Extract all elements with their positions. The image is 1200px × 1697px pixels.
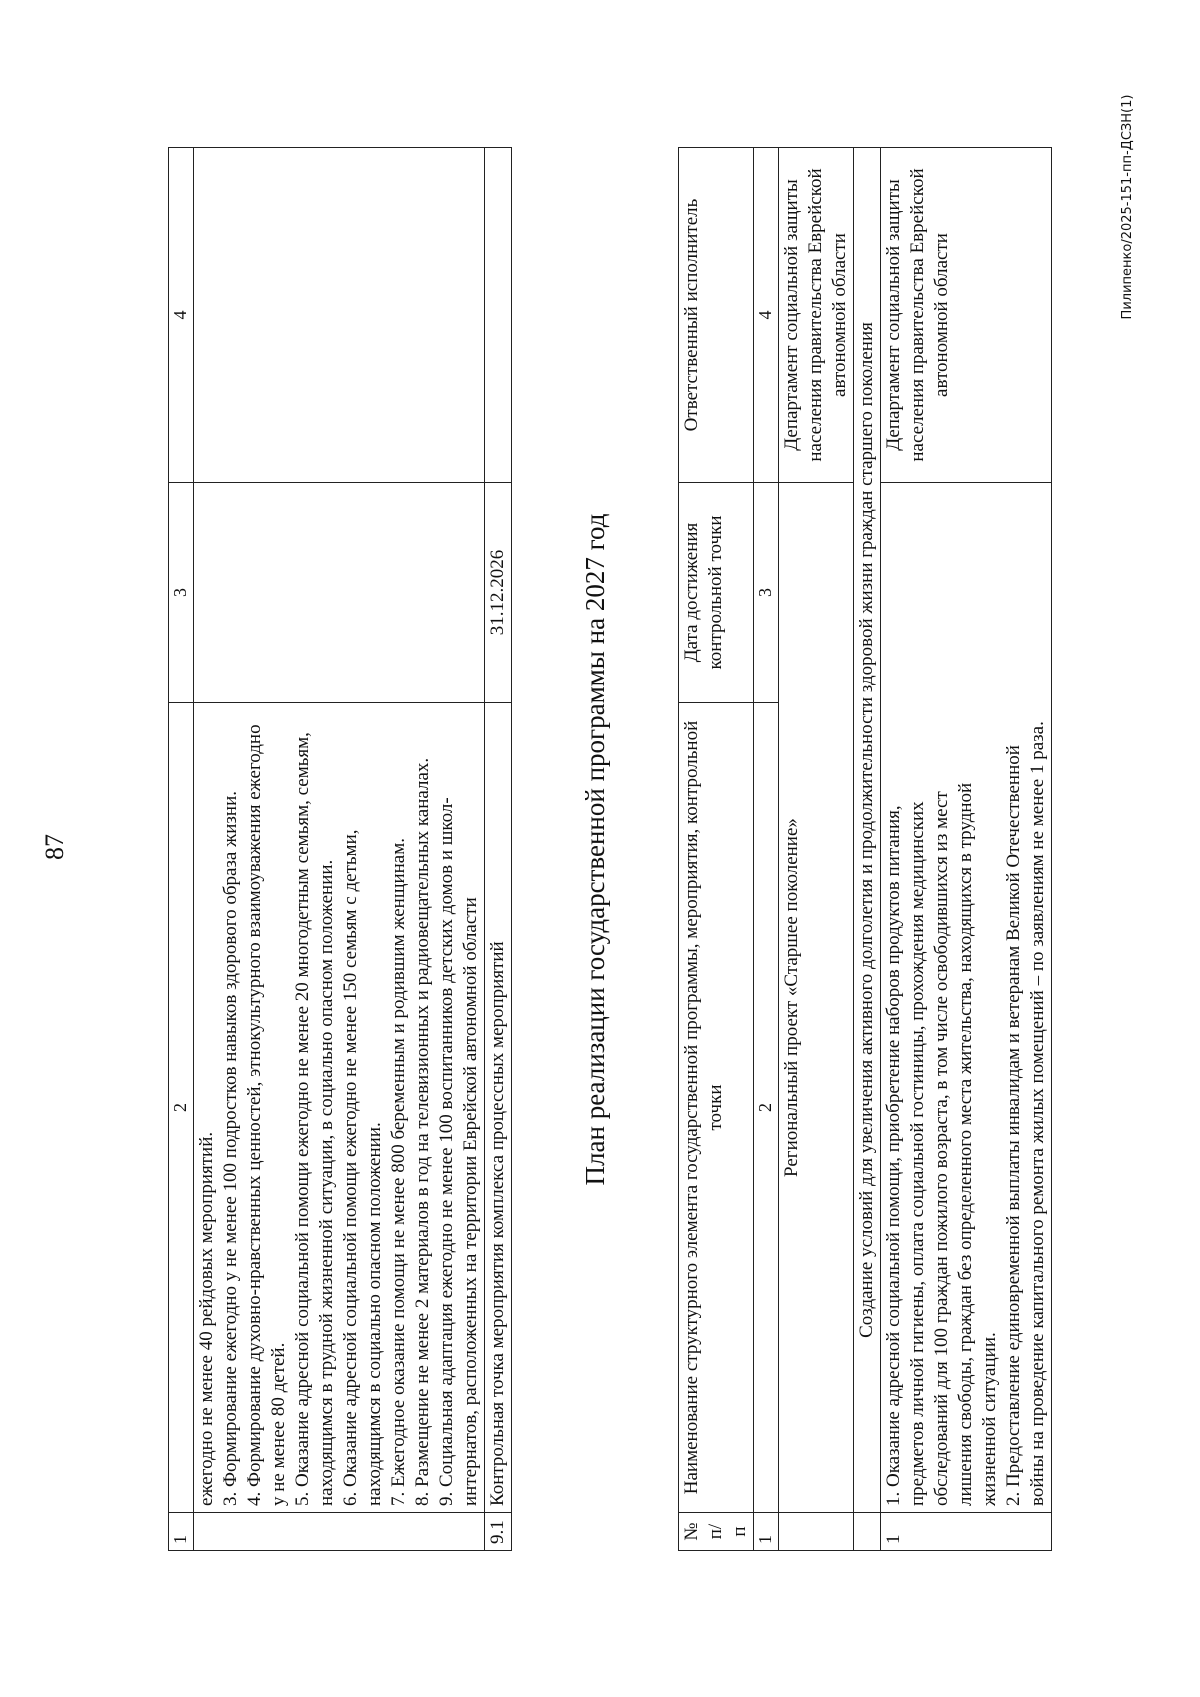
row-executor: Департамент социальной защиты населения правительства Еврейской автономной области: [881, 148, 1052, 483]
list-line: 9. Социальная адаптация ежегодно не менее 100 воспитанников детских домов и школ-: [436, 797, 457, 1506]
header-name: Наименование структурного элемента государственной программы, мероприятия, контрольной точки: [679, 703, 754, 1513]
project-name: Региональный проект «Старшее поколение»: [779, 483, 854, 1513]
column-number: 2: [169, 703, 194, 1513]
column-number: 1: [754, 1513, 779, 1551]
row-date: [194, 483, 485, 703]
header-num: № п/п: [679, 1513, 754, 1551]
list-line: 7. Ежегодное оказание помощи не менее 800 беременным и родившим женщинам.: [388, 837, 409, 1506]
column-number: 2: [754, 703, 779, 1513]
list-line: предметов личной гигиены, оплата социальной гостиницы, прохождения медицинских: [907, 801, 928, 1506]
row-executor: [485, 148, 512, 483]
row-number: 9.1: [485, 1513, 512, 1551]
row-content: [194, 703, 485, 1513]
list-line: 6. Оказание адресной социальной помощи ежегодно не менее 150 семьям с детьми,: [340, 829, 361, 1506]
list-line: жизненной ситуации.: [979, 1332, 1000, 1506]
table-row: [881, 148, 1052, 1551]
row-date: 31.12.2026: [485, 483, 512, 703]
list-line: ежегодно не менее 40 рейдовых мероприятий.: [196, 1131, 217, 1506]
list-line: интернатов, расположенных на территории Еврейской автономной области: [460, 897, 481, 1506]
table-plan-2027: [678, 147, 1052, 1551]
task-text: Создание условий для увеличения активного долголетия и продолжительности здоровой жизни граждан старшего поколения: [854, 148, 881, 1513]
list-line: находящимся в социально опасном положении.: [364, 1122, 385, 1506]
row-content: [881, 483, 1052, 1513]
table-continuation: [168, 147, 512, 1551]
page-number: 87: [40, 834, 69, 860]
list-line: 5. Оказание адресной социальной помощи ежегодно не менее 20 многодетным семьям, семьям,: [292, 732, 313, 1506]
column-number: 3: [169, 483, 194, 703]
list-line: находящимся в трудной жизненной ситуации, в социально опасном положении.: [316, 859, 337, 1506]
row-name: Контрольная точка мероприятия комплекса процессных мероприятий: [485, 703, 512, 1513]
document-footer: Пилипенко/2025-151-пп-ДСЗН(1): [1120, 94, 1135, 320]
row-number: 1: [881, 1513, 1052, 1551]
list-line: 1. Оказание адресной социальной помощи, приобретение наборов продуктов питания,: [883, 805, 904, 1506]
list-line: лишения свободы, граждан без определенного места жительства, находящихся в трудной: [955, 782, 976, 1506]
table-column-numbers: [169, 148, 194, 1551]
column-number: 4: [169, 148, 194, 483]
list-line: войны на проведение капитального ремонта жилых помещений – по заявлениям не менее 1 раза.: [1027, 721, 1048, 1506]
list-line: 4. Формирование духовно-нравственных ценностей, этнокультурного взаимоуважения ежегодно: [244, 724, 265, 1506]
task-row: [854, 148, 881, 1551]
table-column-numbers: [754, 148, 779, 1551]
project-executor: Департамент социальной защиты населения правительства Еврейской автономной области: [779, 148, 854, 483]
list-line: 8. Размещение не менее 2 материалов в год на телевизионных и радиовещательных каналах.: [412, 757, 433, 1506]
table-row: [485, 148, 512, 1551]
list-line: обследований для 100 граждан пожилого возраста, в том числе освободившихся из мест: [931, 791, 952, 1506]
list-line: 3. Формирование ежегодно у не менее 100 подростков навыков здорового образа жизни.: [220, 790, 241, 1506]
list-line: у не менее 80 детей.: [268, 1342, 289, 1506]
task-num-cell: [854, 1513, 881, 1551]
table-row: [194, 148, 485, 1551]
project-num-cell: [779, 1513, 854, 1551]
row-number: [194, 1513, 485, 1551]
project-row: [779, 148, 854, 1551]
column-number: 4: [754, 148, 779, 483]
header-date: Дата достижения контрольной точки: [679, 483, 754, 703]
list-line: 2. Предоставление единовременной выплаты инвалидам и ветеранам Великой Отечественной: [1003, 745, 1024, 1506]
column-number: 3: [754, 483, 779, 703]
header-executor: Ответственный исполнитель: [679, 148, 754, 483]
column-number: 1: [169, 1513, 194, 1551]
row-executor: [194, 148, 485, 483]
table-header-row: [679, 148, 754, 1551]
plan-title: План реализации государственной программы на 2027 год: [580, 513, 610, 1186]
